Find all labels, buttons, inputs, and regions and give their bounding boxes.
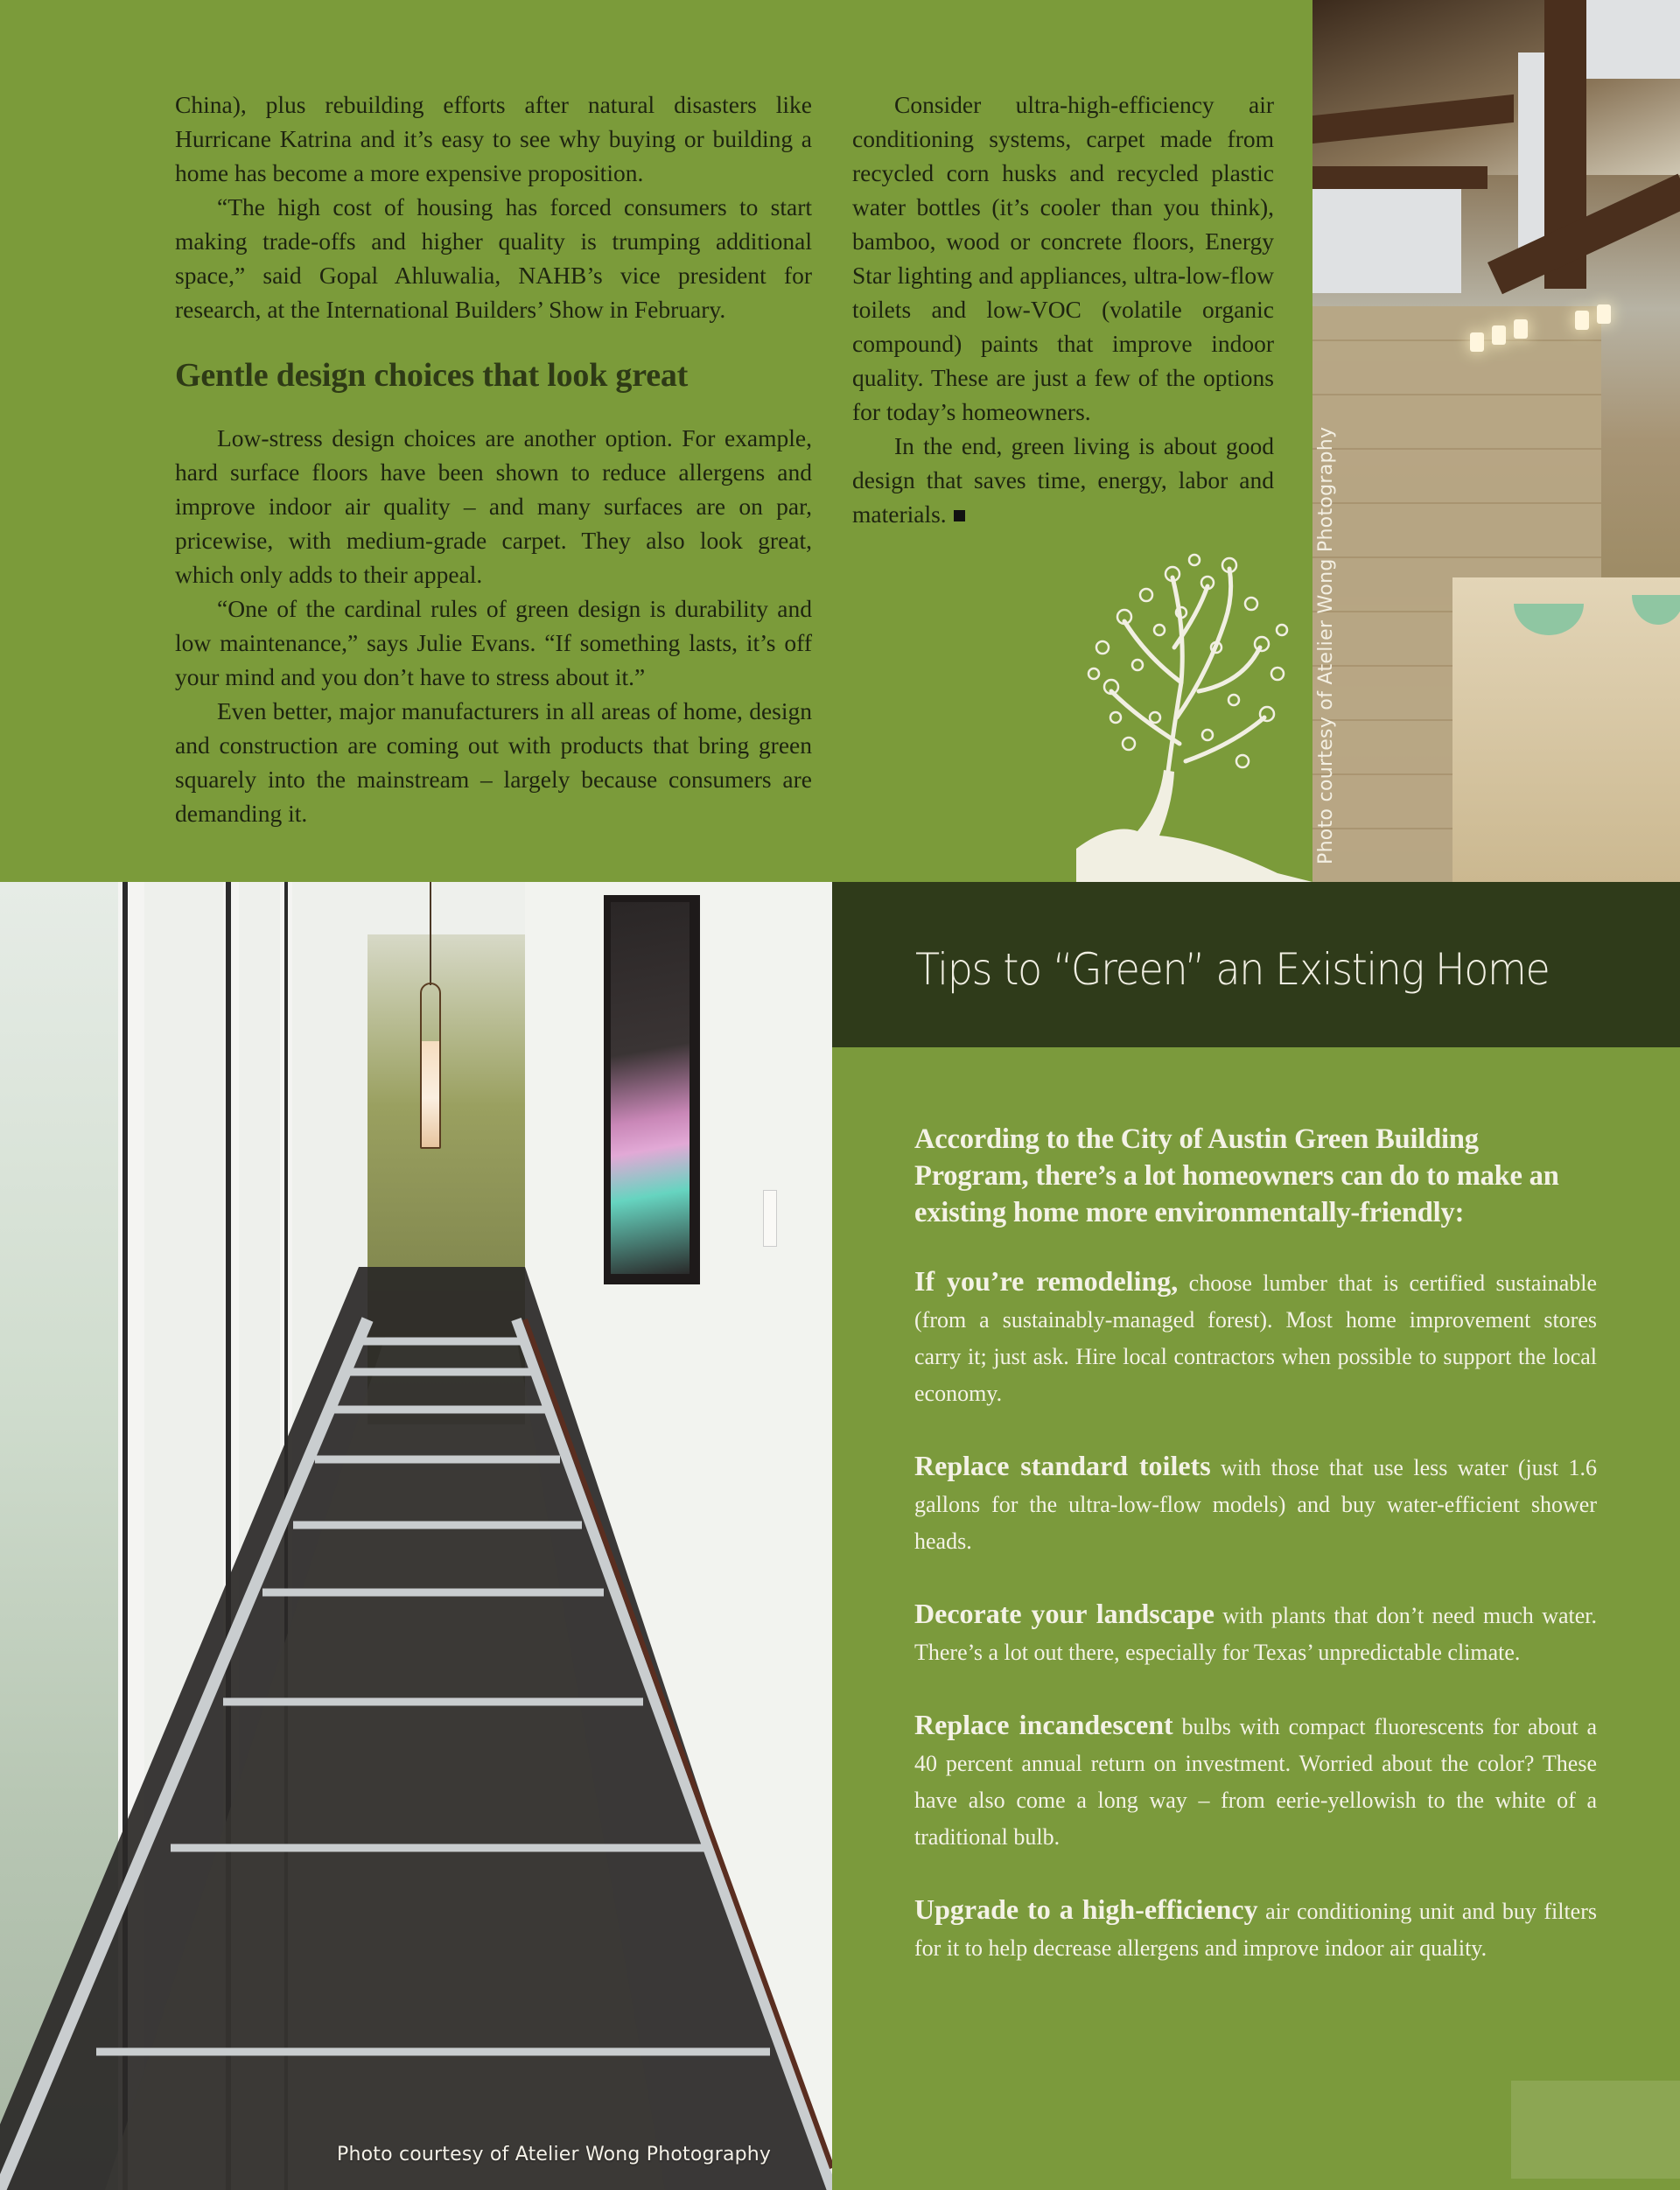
tips-intro: According to the City of Austin Green Building Program, there’s a lot homeowners can do to make an existing home more environmentally-friendly:: [914, 1123, 1559, 1228]
tip-item: [914, 1595, 1597, 1671]
photo-window: [1575, 0, 1680, 79]
article-paragraph: China), plus rebuilding efforts after natural disasters like Hurricane Katrina and it’s easy to see why buying or building a home has become a more expensive proposition.: [175, 91, 812, 186]
tip-lead: Upgrade to a high-efficiency: [914, 1893, 1258, 1925]
tips-sidebar: [832, 1047, 1680, 2190]
tips-banner: [832, 882, 1680, 1047]
bathroom-photo-credit: Photo courtesy of Atelier Wong Photography: [1315, 426, 1337, 864]
tip-text: choose lumber that is certified sustainable (from a sustainably-managed forest). Most home improvement stores carry it; just ask. Hire local contractors when possible to support the local economy.: [914, 1270, 1597, 1406]
article-subhead: Gentle design choices that look great: [175, 357, 689, 394]
article-paragraph: Consider ultra-high-efficiency air conditioning systems, carpet made from recycled corn husks and recycled plastic water bottles (it’s cooler than you think), bamboo, wood or concrete floors, Energy Star lighting and appliances, ultra-low-flow toilets and low-VOC (volatile organic compound) paints that improve indoor quality. These are just a few of the options for today’s homeowners.: [852, 91, 1274, 425]
article-upper-section: [0, 0, 1312, 882]
article-paragraph: “The high cost of housing has forced consumers to start making trade-offs and higher quality is trumping additional space,” said Gopal Ahluwalia, NAHB’s vice president for research, at the International Builders’ Show in February.: [175, 193, 812, 323]
tip-lead: Decorate your landscape: [914, 1598, 1214, 1629]
article-right-column: [852, 87, 1274, 531]
photo-light: [1597, 304, 1611, 324]
corridor-photo: [0, 882, 832, 2190]
tips-title: Tips to “Green” an Existing Home: [915, 944, 1550, 995]
decorative-tree-icon: [1076, 542, 1312, 882]
article-paragraph-text: In the end, green living is about good design that saves time, energy, labor and materials.: [852, 432, 1274, 528]
photo-glass-floor: [0, 882, 832, 2190]
tip-text: bulbs with compact fluorescents for about a 40 percent annual return on investment. Worried about the color? These have also come a long way – from eerie-yellowish to the white of a traditional bulb.: [914, 1714, 1598, 1850]
tip-lead: Replace incandescent: [914, 1709, 1173, 1740]
bathroom-photo: [1312, 0, 1680, 882]
tips-body: [914, 1121, 1597, 2002]
photo-light: [1492, 325, 1506, 345]
tip-text: air conditioning unit and buy filters for it to help decrease allergens and improve indoor air quality.: [914, 1899, 1597, 1961]
tip-text: with plants that don’t need much water. There’s a lot out there, especially for Texas’ unpredictable climate.: [914, 1603, 1597, 1665]
photo-beam: [1312, 166, 1488, 189]
article-paragraph: “One of the cardinal rules of green design is durability and low maintenance,” says Julie Evans. “If something lasts, it’s off your mind and you don’t have to stress about it.”: [175, 595, 812, 690]
photo-light: [1470, 332, 1484, 352]
tip-text: with those that use less water (just 1.6 gallons for the ultra-low-flow models) and buy water-efficient shower heads.: [914, 1455, 1598, 1554]
tip-lead: Replace standard toilets: [914, 1450, 1211, 1481]
photo-light: [1514, 319, 1528, 339]
tip-lead: If you’re remodeling,: [914, 1265, 1179, 1297]
tip-item: [914, 1706, 1597, 1856]
article-paragraph: Even better, major manufacturers in all areas of home, design and construction are coming out with products that bring green squarely into the mainstream – largely because consumers are demanding it.: [175, 697, 812, 827]
article-paragraph-final: [852, 429, 1274, 531]
tip-item: [914, 1447, 1597, 1560]
tip-item: [914, 1263, 1597, 1412]
corridor-photo-credit: Photo courtesy of Atelier Wong Photography: [337, 2144, 772, 2166]
scan-artifact-patch: [1511, 2081, 1680, 2179]
photo-window: [1312, 188, 1461, 293]
photo-light: [1575, 311, 1589, 330]
end-of-article-mark-icon: [954, 510, 965, 521]
article-paragraph: Low-stress design choices are another option. For example, hard surface floors have been shown to reduce allergens and improve indoor air quality – and many surfaces are on par, pricewise, with medium-grade carpet. They also look great, which only adds to their appeal.: [175, 424, 812, 588]
tip-item: [914, 1891, 1597, 1967]
article-left-column: [175, 87, 812, 830]
